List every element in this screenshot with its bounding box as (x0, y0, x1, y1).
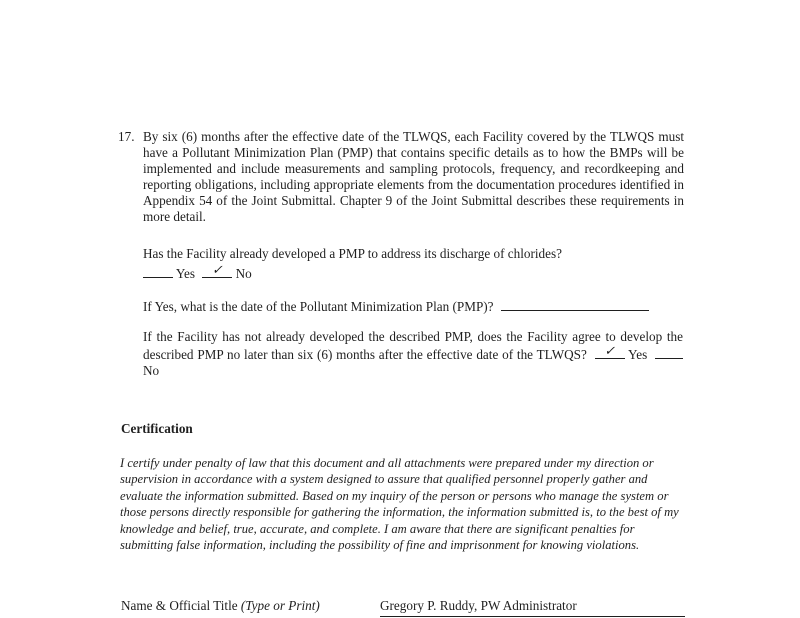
question-text: If Yes, what is the date of the Pollutant Minimization Plan (PMP)? (143, 299, 494, 314)
yes-label: Yes (175, 266, 196, 281)
checkmark-icon: ✓ (211, 262, 223, 277)
signature-label-note: (Type or Print) (240, 598, 320, 613)
checkmark-icon: ✓ (604, 343, 616, 358)
yes-label: Yes (628, 347, 648, 362)
signature-label (121, 598, 320, 614)
item-number: 17. (118, 129, 135, 144)
question-pmp-agree (143, 329, 683, 379)
yes-blank[interactable] (595, 345, 625, 359)
question-pmp-date (143, 297, 683, 315)
no-label: No (235, 266, 252, 281)
certification-heading: Certification (121, 421, 193, 436)
signature-label-text: Name & Official Title (121, 598, 238, 613)
question-pmp-developed (143, 246, 683, 282)
item-17 (118, 129, 684, 225)
question-text: Has the Facility already developed a PMP to address its discharge of chlorides? (143, 246, 562, 261)
question-text: If the Facility has not already developed the described PMP, does the Facility agree to develop the described PMP no later than six (6) months after the effective date of the TLWQS? (143, 329, 683, 362)
yes-blank[interactable] (143, 264, 173, 278)
no-blank[interactable] (655, 345, 683, 359)
name-title-field[interactable]: Gregory P. Ruddy, PW Administrator (380, 598, 685, 617)
item-17-text: By six (6) months after the effective date of the TLWQS, each Facility covered by the TLWQS must have a Pollutant Minimization Plan (PMP) that contains specific details as to how the BMPs will be implemented and include measurements and sampling protocols, frequency, and recordkeeping and reporting obligations, including appropriate elements from the documentation procedures identified in Appendix 54 of the Joint Submittal. Chapter 9 of the Joint Submittal describes these requirements in more detail. (143, 129, 684, 224)
no-label: No (143, 363, 160, 378)
pmp-date-field[interactable] (501, 297, 649, 311)
certification-text: I certify under penalty of law that this document and all attachments were prepared under my direction or supervision in accordance with a system designed to assure that qualified personnel properly gather and evaluate the information submitted. Based on my inquiry of the person or persons who manage the system or those persons directly responsible for gathering the information, the information submitted is, to the best of my knowledge and belief, true, accurate, and complete. I am aware that there are significant penalties for submitting false information, including the possibility of fine and imprisonment for knowing violations. (120, 456, 679, 553)
yes-no-options (143, 264, 683, 282)
no-blank[interactable] (202, 264, 232, 278)
